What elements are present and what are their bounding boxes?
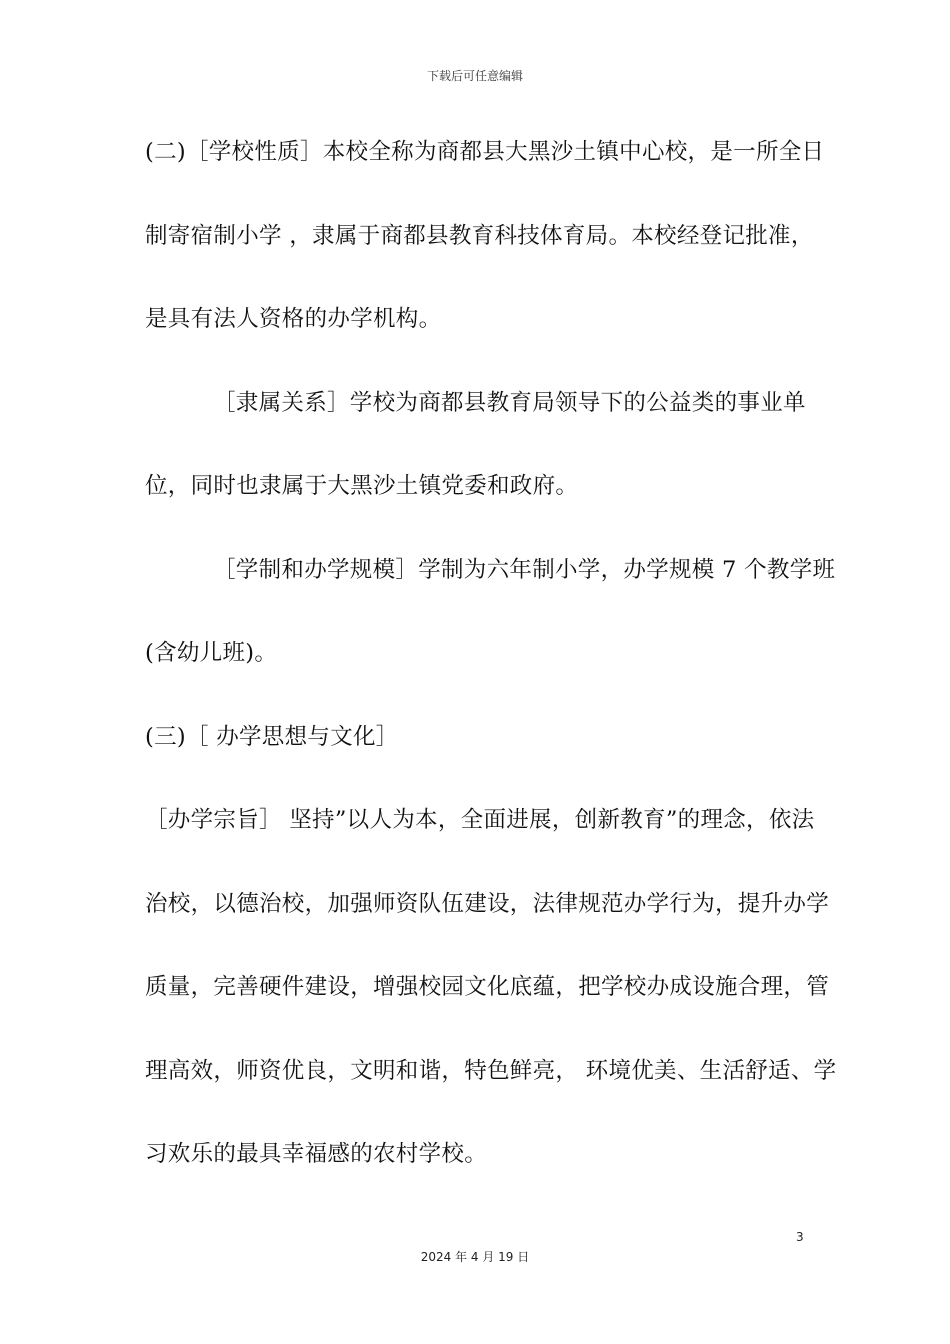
paragraph-line: ［学制和办学规模］学制为六年制小学，办学规模 7 个教学班: [213, 556, 836, 583]
paragraph-line: 治校，以德治校，加强师资队伍建设，法律规范办学行为，提升办学: [145, 890, 830, 917]
paragraph-line: ［隶属关系］学校为商都县教育局领导下的公益类的事业单: [213, 389, 806, 416]
paragraph-line: 理高效，师资优良，文明和谐，特色鲜亮， 环境优美、生活舒适、学: [145, 1057, 837, 1084]
paragraph-line: 位，同时也隶属于大黑沙土镇党委和政府。: [145, 473, 579, 499]
page-number: 3: [796, 1230, 804, 1244]
paragraph-line: 是具有法人资格的办学机构。: [145, 306, 442, 332]
document-body: [145, 128, 837, 1214]
paragraph-line: 习欢乐的最具幸福感的农村学校。: [145, 1141, 488, 1167]
page-header: 下载后可任意编辑: [426, 69, 523, 83]
paragraph-line: ［办学宗旨］ 坚持”以人为本，全面进展，创新教育”的理念，依法: [145, 807, 815, 833]
paragraph-line: 制寄宿制小学 ，隶属于商都县教育科技体育局。本校经登记批准，: [145, 222, 814, 249]
footer-date: 2024 年 4 月 19 日: [420, 1250, 530, 1264]
paragraph-line: (二)［学校性质］本校全称为商都县大黑沙土镇中心校，是一所全日: [145, 139, 825, 165]
section-heading: (三)［ 办学思想与文化］: [145, 723, 399, 750]
paragraph-line: 质量，完善硬件建设，增强校园文化底蕴，把学校办成设施合理，管: [145, 974, 830, 1000]
paragraph-line: (含幼儿班)。: [145, 640, 278, 666]
